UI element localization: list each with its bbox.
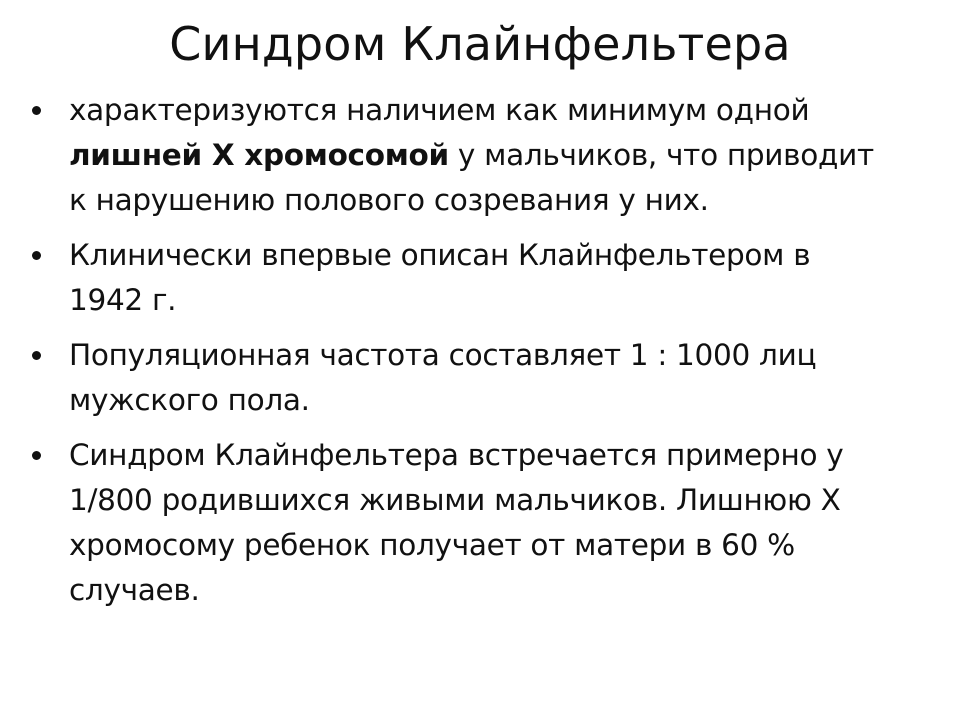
bold-phrase: лишней Х хромосомой xyxy=(69,138,449,172)
bullet-line: к нарушению полового созревания у них. xyxy=(69,183,709,217)
bullet-line: мужского пола. xyxy=(69,383,310,417)
bullet-icon xyxy=(32,251,41,260)
bullet-icon xyxy=(32,351,41,360)
bullet-line: характеризуются наличием как минимум одной xyxy=(69,93,810,127)
bullet-list xyxy=(32,88,912,623)
bullet-line: 1/800 родившихся живыми мальчиков. Лишнюю Х xyxy=(69,483,841,517)
bullet-item xyxy=(32,233,912,323)
bullet-icon xyxy=(32,451,41,460)
bullet-line: Синдром Клайнфельтера встречается примерно у xyxy=(69,438,844,472)
bullet-line: Клинически впервые описан Клайнфельтером в xyxy=(69,238,811,272)
bullet-line-text: у мальчиков, что приводит xyxy=(448,138,874,172)
bullet-line: случаев. xyxy=(69,573,200,607)
bullet-item xyxy=(32,333,912,423)
bullet-item xyxy=(32,88,912,223)
bullet-line: хромосому ребенок получает от матери в 60 % xyxy=(69,528,795,562)
slide-title: Синдром Клайнфельтера xyxy=(169,17,791,71)
bullet-item xyxy=(32,433,912,613)
bullet-line xyxy=(69,133,912,178)
bullet-icon xyxy=(32,106,41,115)
bullet-line: 1942 г. xyxy=(69,283,177,317)
bullet-line: Популяционная частота составляет 1 : 1000 лиц xyxy=(69,338,817,372)
